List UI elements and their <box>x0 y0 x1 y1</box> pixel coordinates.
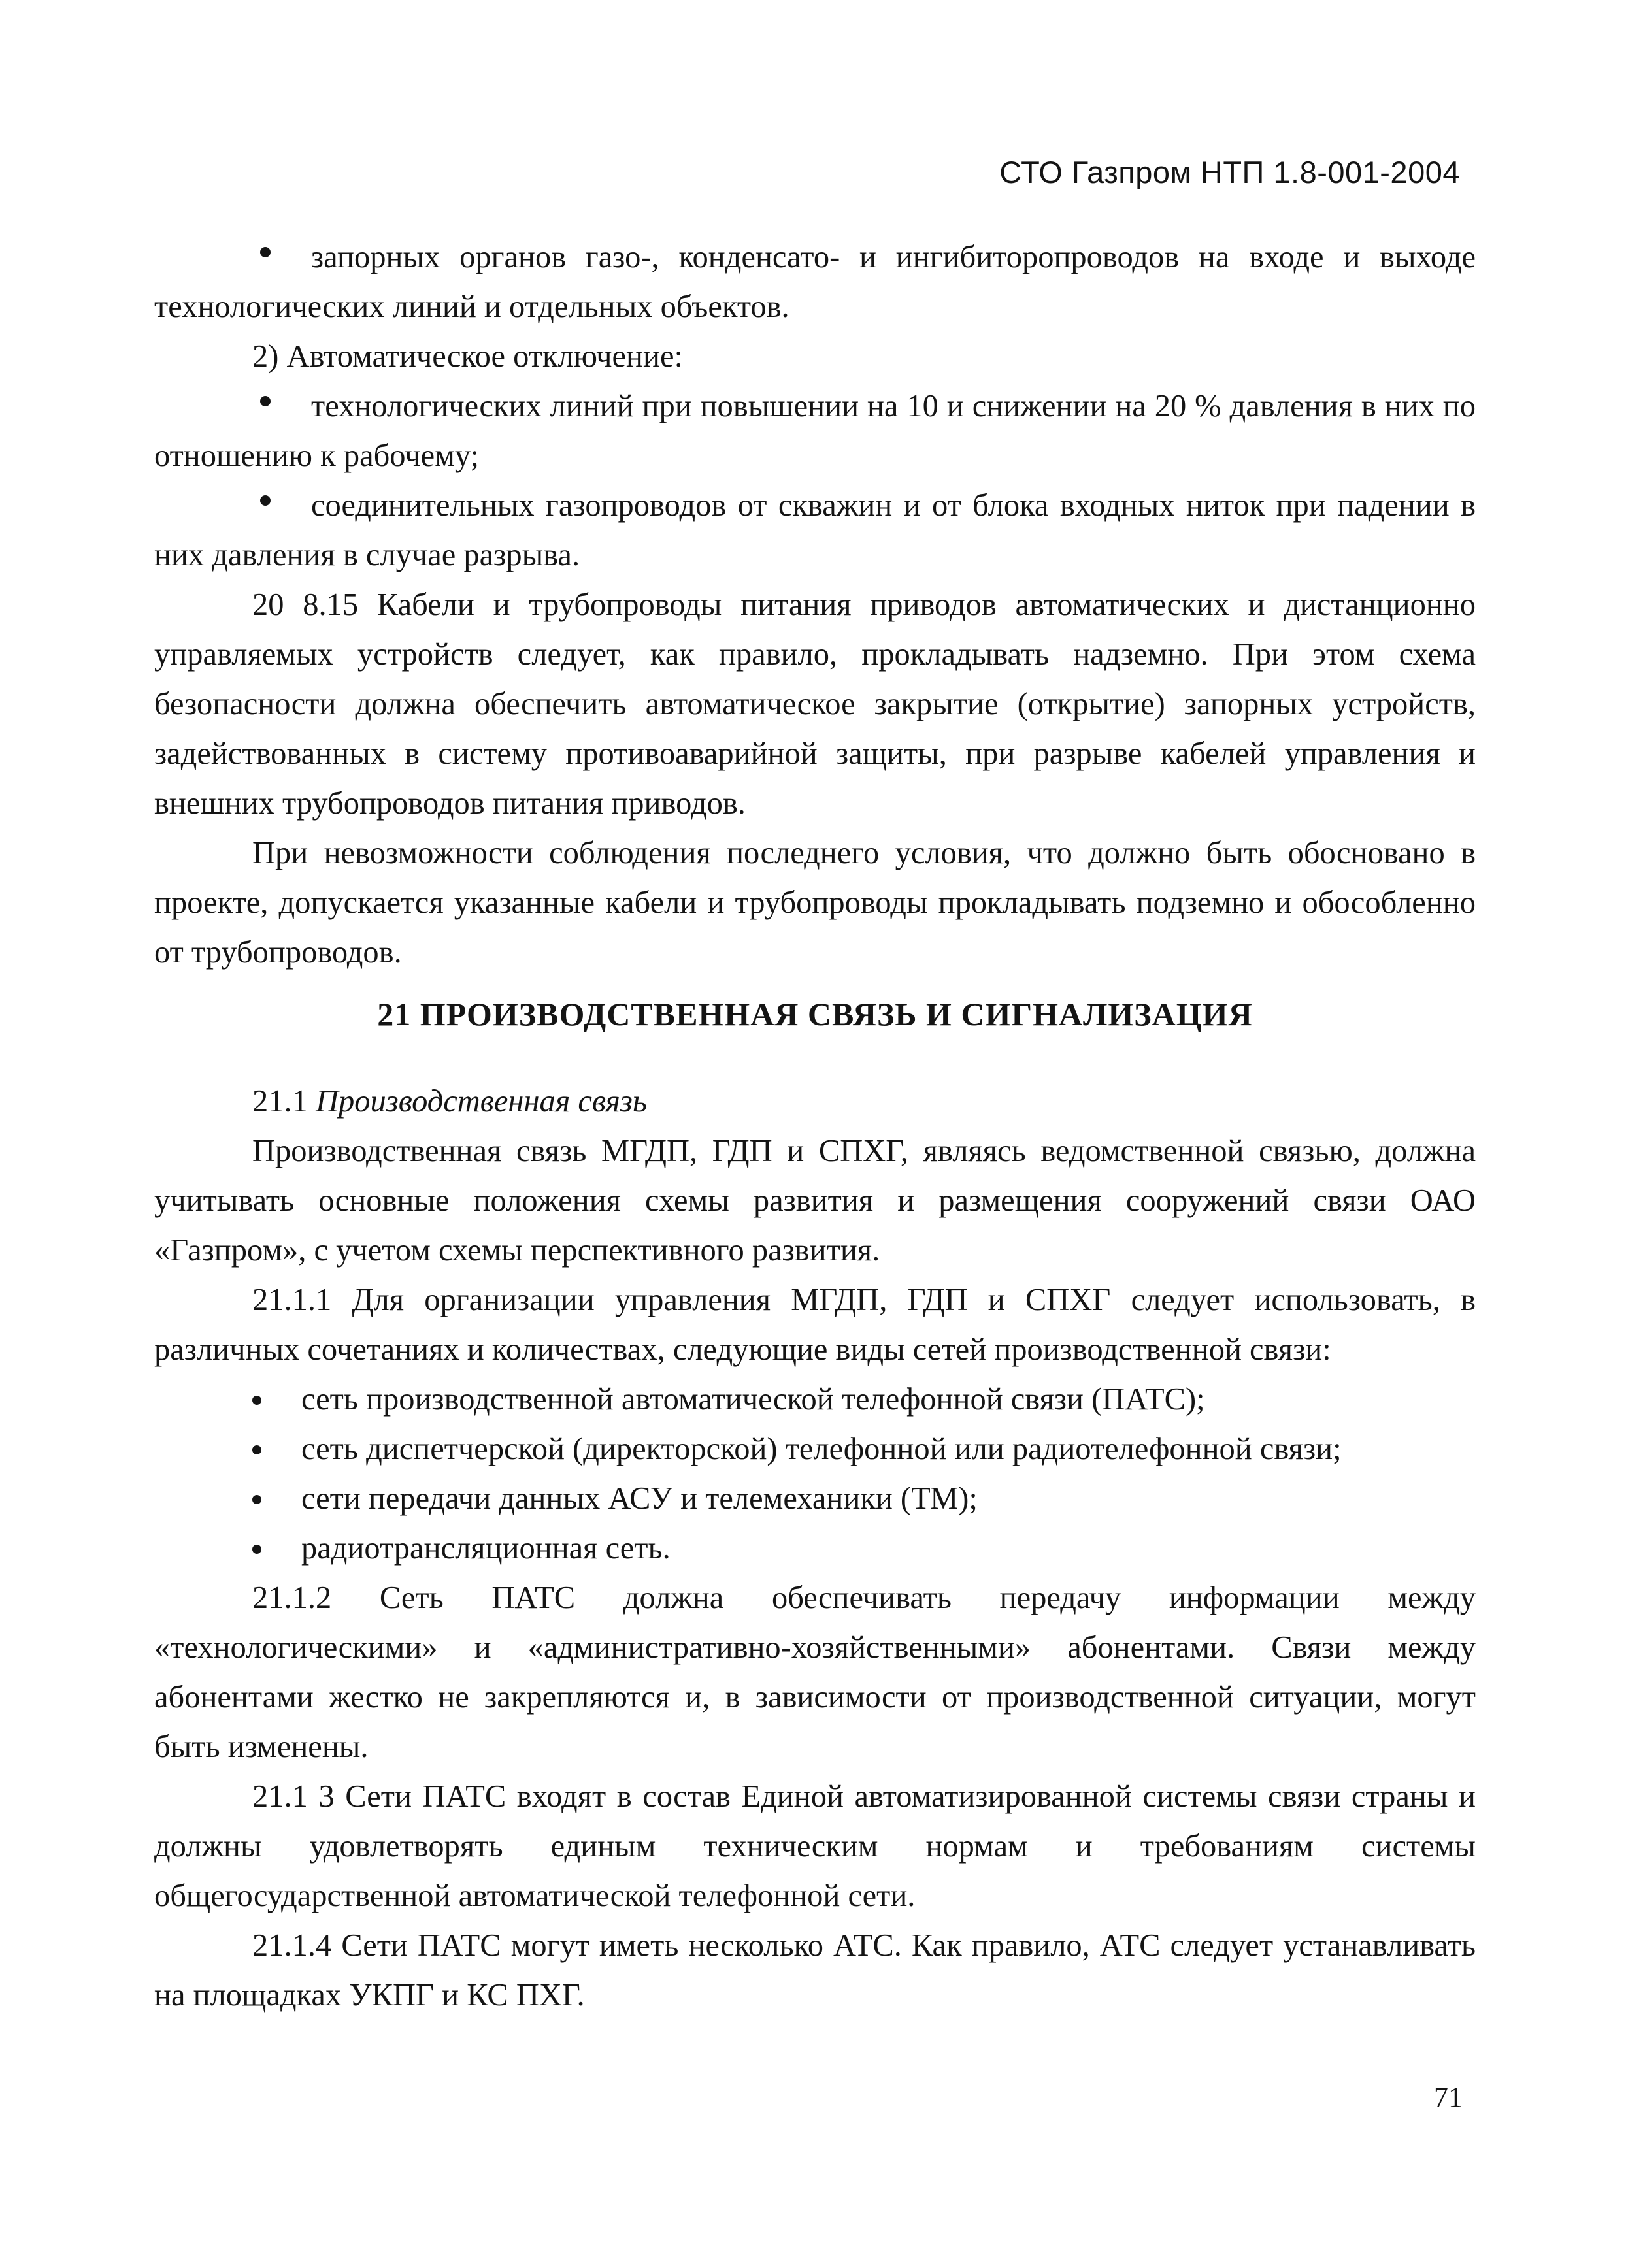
paragraph-impossibility: При невозможности соблюдения последнего условия, что должно быть обосновано в проекте, допускается указанные кабели и трубопроводы прокладывать подземно и обособленно от трубопроводов. <box>154 836 1476 970</box>
list-item: сети передачи данных АСУ и телемеханики (ТМ); <box>154 1474 1476 1524</box>
paragraph-21-1-4: 21.1.4 Сети ПАТС могут иметь несколько АТС. Как правило, АТС следует устанавливать на площадках УКПГ и КС ПХГ. <box>154 1928 1476 2013</box>
list-item: радиотрансляционная сеть. <box>154 1524 1476 1573</box>
paragraph-intro: Производственная связь МГДП, ГДП и СПХГ, являясь ведомственной связью, должна учитывать основные положения схемы развития и размещения сооружений связи ОАО «Газпром», с учетом схемы перспективного развития. <box>154 1134 1476 1268</box>
bullet-dot-icon <box>260 247 271 257</box>
text-block-section-21 <box>154 1077 1476 2020</box>
bullet-item: соединительных газопроводов от скважин и от блока входных ниток при падении в них давления в случае разрыва. <box>154 488 1476 572</box>
bullet-item: технологических линий при повышении на 10 и снижении на 20 % давления в них по отношению к рабочему; <box>154 389 1476 473</box>
list-item: сеть производственной автоматической телефонной связи (ПАТС); <box>154 1375 1476 1424</box>
document-code-header: СТО Газпром НТП 1.8-001-2004 <box>999 155 1460 189</box>
text-block-top <box>154 233 1476 978</box>
bullet-dot-icon <box>252 1495 261 1504</box>
paragraph-auto-shutoff: 2) Автоматическое отключение: <box>252 339 683 374</box>
paragraph-21-1-3: 21.1 3 Сети ПАТС входят в состав Единой автоматизированной системы связи страны и должны удовлетворять единым техническим нормам и требованиям системы общегосударственной автоматической телефонной сети. <box>154 1779 1476 1913</box>
section-heading: 21 ПРОИЗВОДСТВЕННАЯ СВЯЗЬ И СИГНАЛИЗАЦИЯ <box>377 996 1253 1032</box>
paragraph-21-1-2: 21.1.2 Сеть ПАТС должна обеспечивать передачу информации между «технологическими» и «административно-хозяйственными» абонентами. Связи между абонентами жестко не закрепляются и, в зависимости от производственной ситуации, могут быть изменены. <box>154 1581 1476 1764</box>
bullet-dot-icon <box>252 1445 261 1454</box>
page-number: 71 <box>1434 2081 1463 2113</box>
paragraph-21-1-1: 21.1.1 Для организации управления МГДП, ГДП и СПХГ следует использовать, в различных сочетаниях и количествах, следующие виды сетей производственной связи: <box>154 1283 1476 1367</box>
bullet-dot-icon <box>252 1396 261 1405</box>
bullet-dot-icon <box>260 495 271 506</box>
bullet-dot-icon <box>260 396 271 406</box>
subsection-title: 21.1 Производственная связь <box>252 1084 647 1119</box>
paragraph-20-8-15: 20 8.15 Кабели и трубопроводы питания приводов автоматических и дистанционно управляемых устройств следует, как правило, прокладывать надземно. При этом схема безопасности должна обеспечить автоматическое закрытие (открытие) запорных устройств, задействованных в систему противоаварийной защиты, при разрыве кабелей управления и внешних трубопроводов питания приводов. <box>154 587 1476 821</box>
bullet-dot-icon <box>252 1545 261 1554</box>
list-item: сеть диспетчерской (директорской) телефонной или радиотелефонной связи; <box>154 1424 1476 1474</box>
bullet-item: запорных органов газо-, конденсато- и ингибиторопроводов на входе и выходе технологических линий и отдельных объектов. <box>154 240 1476 324</box>
